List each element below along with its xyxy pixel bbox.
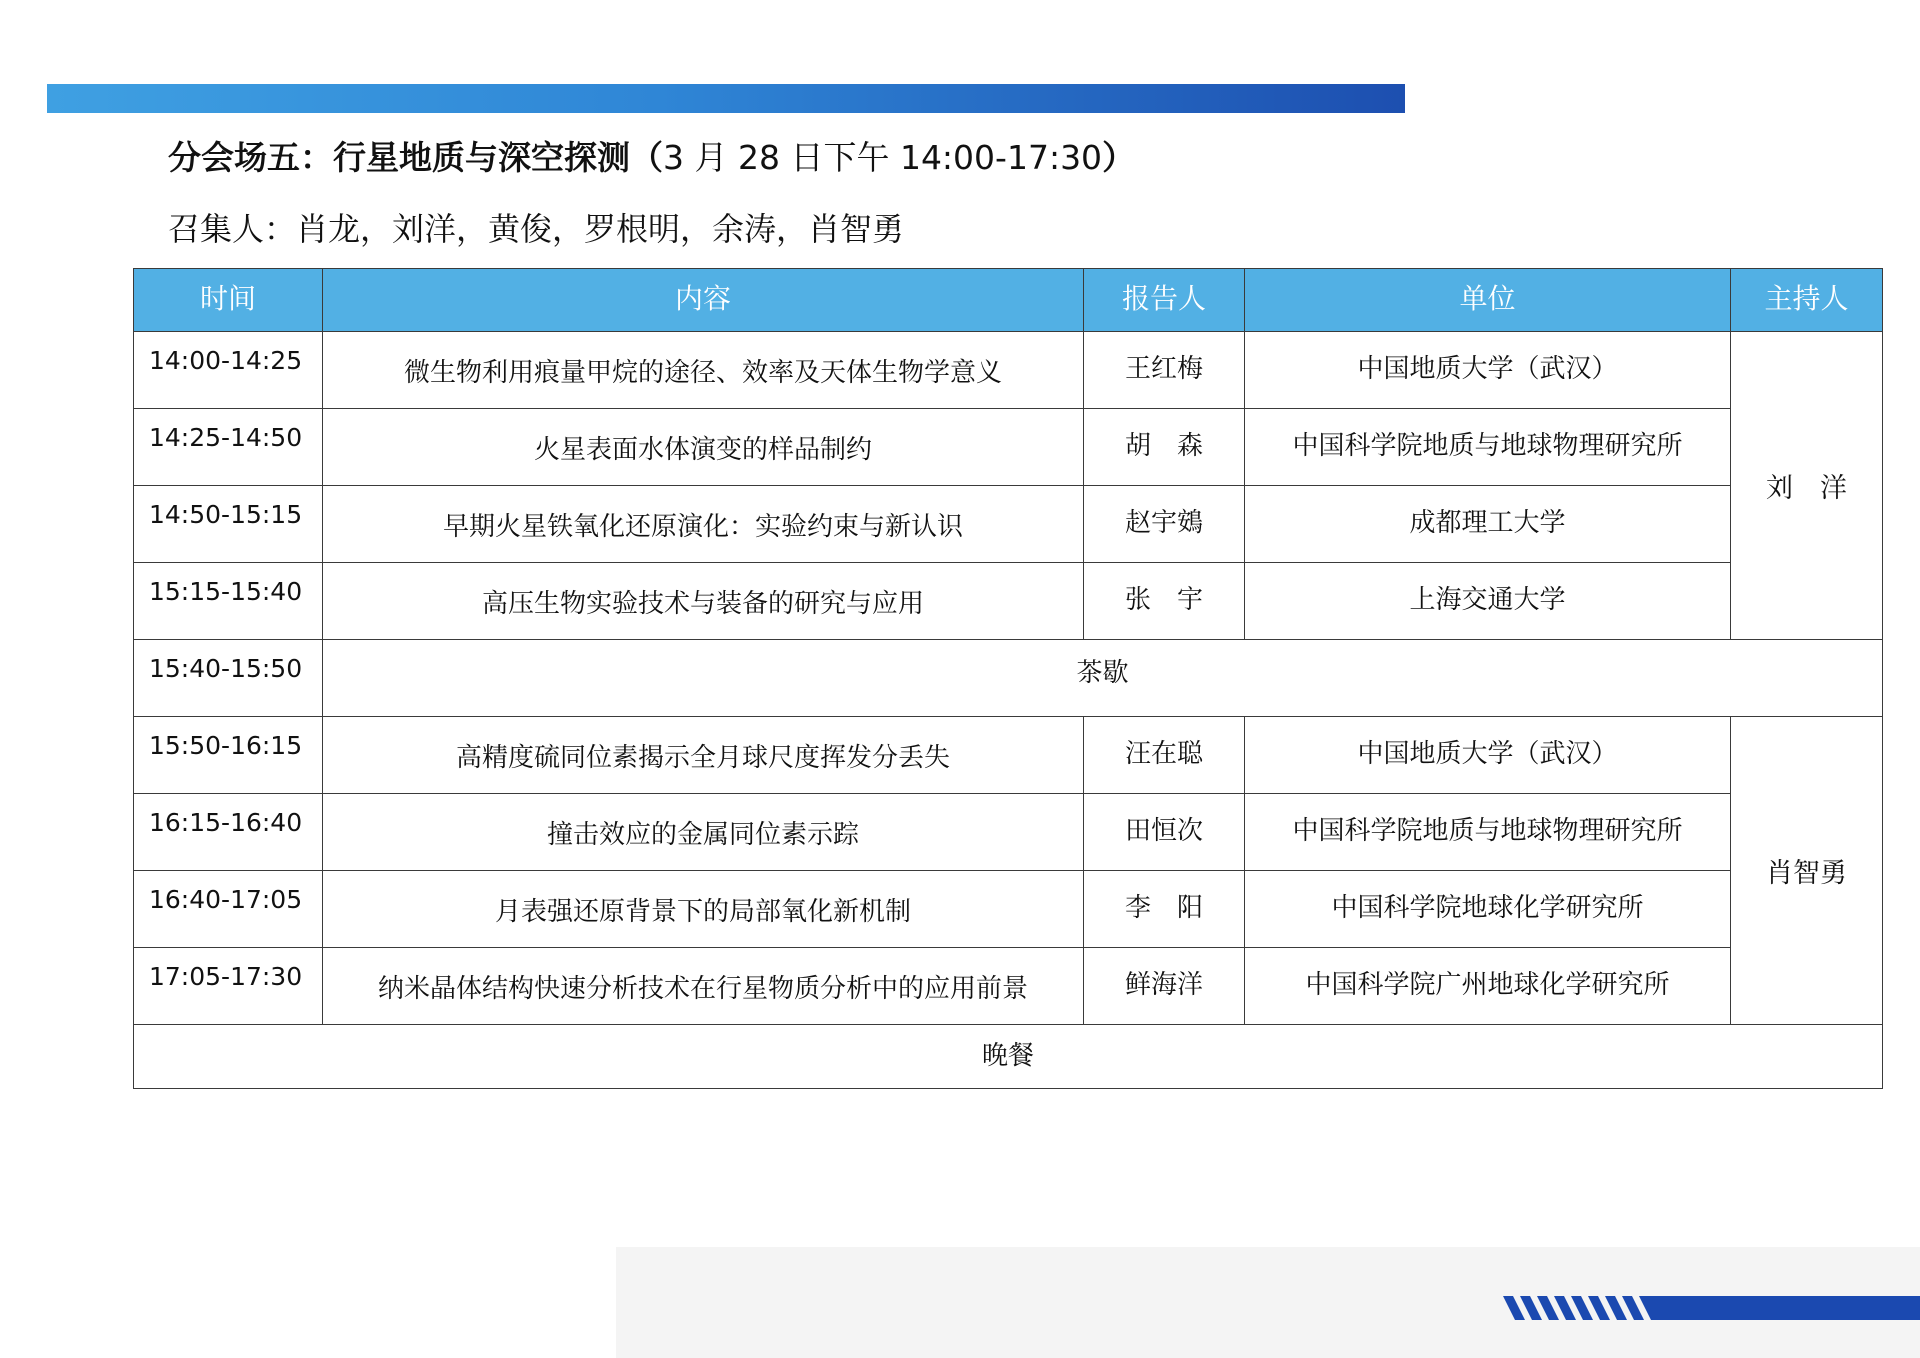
time-cell: 15:50-16:15 [134,717,323,794]
speaker-cell: 鲜海洋 [1084,948,1245,1025]
topic-cell: 高压生物实验技术与装备的研究与应用 [323,563,1084,640]
unit-cell: 中国地质大学（武汉） [1245,332,1731,409]
unit-cell: 中国科学院广州地球化学研究所 [1245,948,1731,1025]
unit-cell: 上海交通大学 [1245,563,1731,640]
speaker-cell: 胡 森 [1084,409,1245,486]
time-cell: 16:40-17:05 [134,871,323,948]
topic-cell: 早期火星铁氧化还原演化：实验约束与新认识 [323,486,1084,563]
table-row [134,332,1883,409]
time-cell: 17:05-17:30 [134,948,323,1025]
header-speaker: 报告人 [1084,269,1245,332]
chair-cell-2: 肖智勇 [1731,717,1883,1025]
table-row [134,563,1883,640]
table-row [134,794,1883,871]
speaker-cell: 李 阳 [1084,871,1245,948]
topic-cell: 月表强还原背景下的局部氧化新机制 [323,871,1084,948]
table-header-row [134,269,1883,332]
schedule-table [133,268,1883,1089]
time-cell: 14:50-15:15 [134,486,323,563]
speaker-cell: 田恒次 [1084,794,1245,871]
topic-cell: 微生物利用痕量甲烷的途径、效率及天体生物学意义 [323,332,1084,409]
time-cell: 16:15-16:40 [134,794,323,871]
topic-cell: 纳米晶体结构快速分析技术在行星物质分析中的应用前景 [323,948,1084,1025]
table-row [134,871,1883,948]
table-row [134,948,1883,1025]
time-cell: 15:15-15:40 [134,563,323,640]
topic-cell: 撞击效应的金属同位素示踪 [323,794,1084,871]
session-title [168,134,1135,182]
table-row [134,717,1883,794]
footer-stripes-decoration [1503,1296,1920,1320]
header-content: 内容 [323,269,1084,332]
table-row [134,486,1883,563]
speaker-cell: 王红梅 [1084,332,1245,409]
unit-cell: 成都理工大学 [1245,486,1731,563]
dinner-cell: 晚餐 [134,1025,1883,1089]
header-chair: 主持人 [1731,269,1883,332]
break-row [134,640,1883,717]
session-title-time: 3 月 28 日下午 14:00-17:30 [663,138,1103,177]
top-decorative-bar [47,84,1405,113]
unit-cell: 中国科学院地球化学研究所 [1245,871,1731,948]
header-time: 时间 [134,269,323,332]
time-cell: 14:25-14:50 [134,409,323,486]
break-time-cell: 15:40-15:50 [134,640,323,717]
unit-cell: 中国科学院地质与地球物理研究所 [1245,794,1731,871]
header-unit: 单位 [1245,269,1731,332]
session-title-close: ） [1102,138,1136,177]
speaker-cell: 赵宇鴳 [1084,486,1245,563]
session-title-main: 分会场五：行星地质与深空探测（ [168,138,663,177]
conveners-line: 召集人：肖龙，刘洋，黄俊，罗根明，余涛，肖智勇 [168,210,905,248]
unit-cell: 中国科学院地质与地球物理研究所 [1245,409,1731,486]
speaker-cell: 张 宇 [1084,563,1245,640]
speaker-cell: 汪在聪 [1084,717,1245,794]
break-label-cell: 茶歇 [323,640,1883,717]
unit-cell: 中国地质大学（武汉） [1245,717,1731,794]
topic-cell: 高精度硫同位素揭示全月球尺度挥发分丢失 [323,717,1084,794]
topic-cell: 火星表面水体演变的样品制约 [323,409,1084,486]
table-row [134,409,1883,486]
dinner-row [134,1025,1883,1089]
time-cell: 14:00-14:25 [134,332,323,409]
chair-cell-1: 刘 洋 [1731,332,1883,640]
